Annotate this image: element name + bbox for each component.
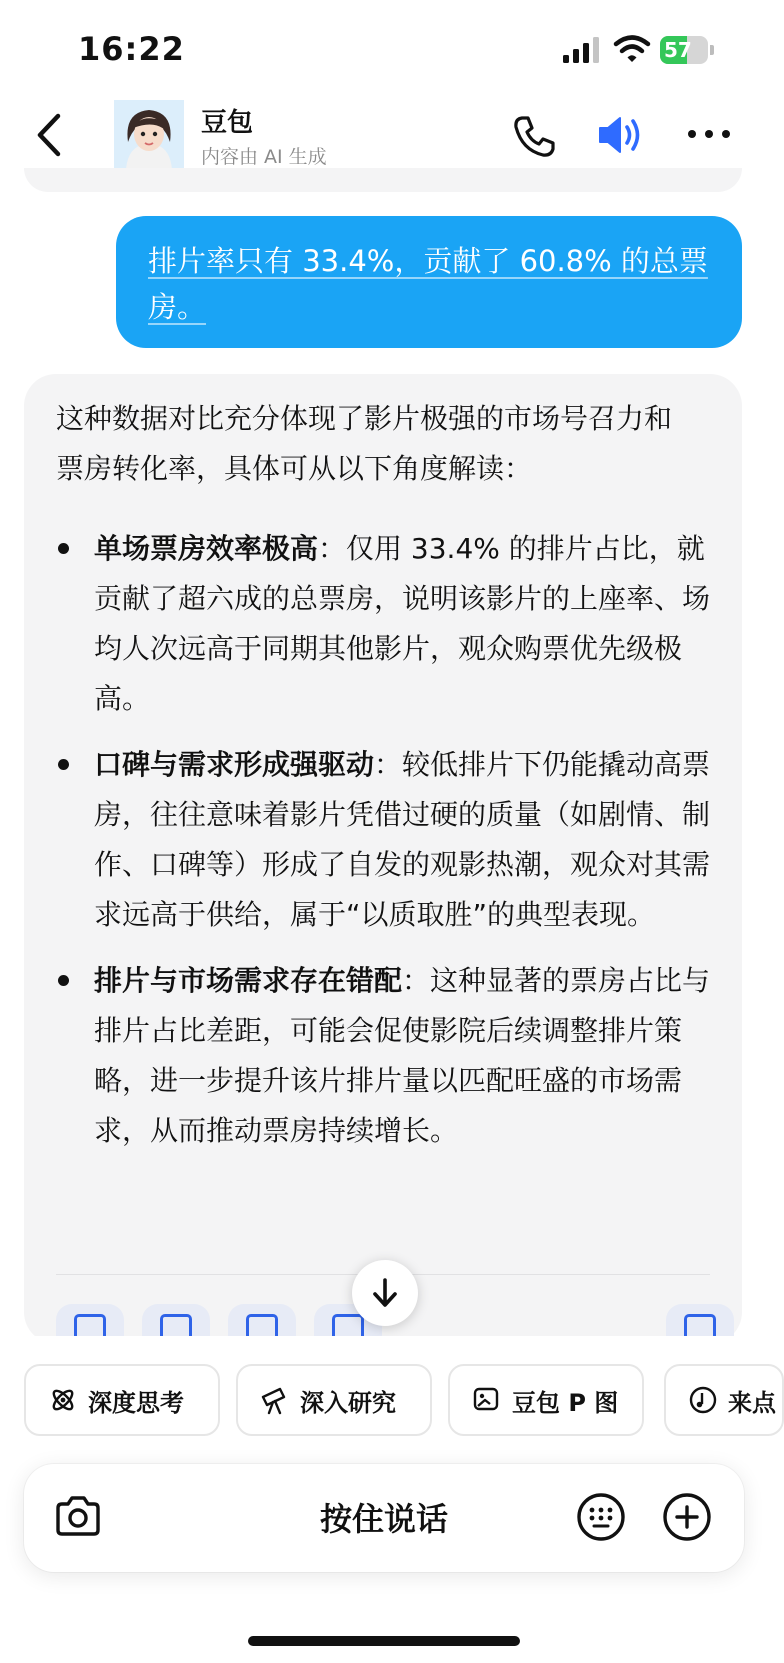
- atom-icon: [48, 1385, 78, 1415]
- bullet-dot: [58, 759, 69, 770]
- chip-label: 深入研究: [300, 1388, 396, 1417]
- avatar[interactable]: [114, 100, 184, 170]
- feature-chips: [24, 1364, 784, 1438]
- status-bar: [0, 0, 768, 100]
- ai-intro-text: 这种数据对比充分体现了影片极强的市场号召力和票房转化率，具体可从以下角度解读：: [56, 402, 673, 485]
- bottom-panel: [0, 1336, 776, 1663]
- more-icon[interactable]: [686, 124, 732, 144]
- ai-generated-note: 内容由 AI 生成: [201, 146, 327, 168]
- bullet-title: 单场票房效率极高: [94, 532, 319, 565]
- chip-label: 来点: [728, 1388, 776, 1417]
- chip-deep-thinking[interactable]: [24, 1364, 220, 1436]
- phone-icon[interactable]: [512, 114, 556, 158]
- status-time: 16:22: [78, 30, 185, 68]
- home-indicator: [248, 1636, 520, 1646]
- wifi-icon: [614, 34, 650, 64]
- battery-level: 57: [664, 38, 692, 62]
- bullet-body: ：这种显著的票房占比与排片占比差距，可能会促使影院后续调整排片策略，进一步提升该片排片量以匹配旺盛的市场需求，从而推动票房持续增长。: [94, 964, 711, 1147]
- bullet-body: ：较低排片下仍能撬动高票房，往往意味着影片凭借过硬的质量（如剧情、制作、口碑等）形成了自发的观影热潮，观众对其需求远高于供给，属于“以质取胜”的典型表现。: [94, 748, 711, 931]
- chip-label: 深度思考: [88, 1388, 184, 1417]
- previous-message-edge: [24, 168, 742, 192]
- ai-bullet-list: [56, 524, 716, 1172]
- bullet-title: 排片与市场需求存在错配: [94, 964, 403, 997]
- user-message-bubble[interactable]: [116, 216, 742, 348]
- image-edit-icon: [472, 1385, 502, 1415]
- bullet-dot: [58, 543, 69, 554]
- list-item: [56, 956, 716, 1156]
- user-message-text: 排片率只有 33.4%，贡献了 60.8% 的总票房。: [148, 244, 708, 324]
- chip-deep-research[interactable]: [236, 1364, 432, 1436]
- music-icon: [688, 1385, 718, 1415]
- keyboard-icon[interactable]: [576, 1492, 626, 1542]
- ai-message-card: [24, 374, 742, 1344]
- arrow-down-icon: [370, 1277, 400, 1309]
- signal-icon: [562, 36, 602, 64]
- battery-icon: [660, 36, 716, 64]
- telescope-icon: [260, 1385, 290, 1415]
- chip-image-edit[interactable]: [448, 1364, 644, 1436]
- bullet-dot: [58, 975, 69, 986]
- back-arrow-icon[interactable]: [30, 110, 70, 160]
- hold-to-talk-button[interactable]: 按住说话: [319, 1500, 448, 1538]
- list-item: [56, 524, 716, 724]
- list-item: [56, 740, 716, 940]
- camera-icon[interactable]: [54, 1494, 102, 1538]
- chip-label: 豆包 P 图: [512, 1388, 619, 1417]
- bullet-title: 口碑与需求形成强驱动: [94, 748, 375, 781]
- voice-input-bar: [24, 1464, 744, 1572]
- chip-music[interactable]: [664, 1364, 784, 1436]
- bullet-body: ：仅用 33.4% 的排片占比，就贡献了超六成的总票房，说明该影片的上座率、场均人次远高于同期其他影片，观众购票优先级极高。: [94, 532, 711, 715]
- scroll-to-bottom-button[interactable]: [352, 1260, 418, 1326]
- chat-header: [0, 96, 768, 176]
- bot-name: 豆包: [201, 108, 254, 138]
- plus-icon[interactable]: [662, 1492, 712, 1542]
- speaker-icon[interactable]: [596, 112, 646, 158]
